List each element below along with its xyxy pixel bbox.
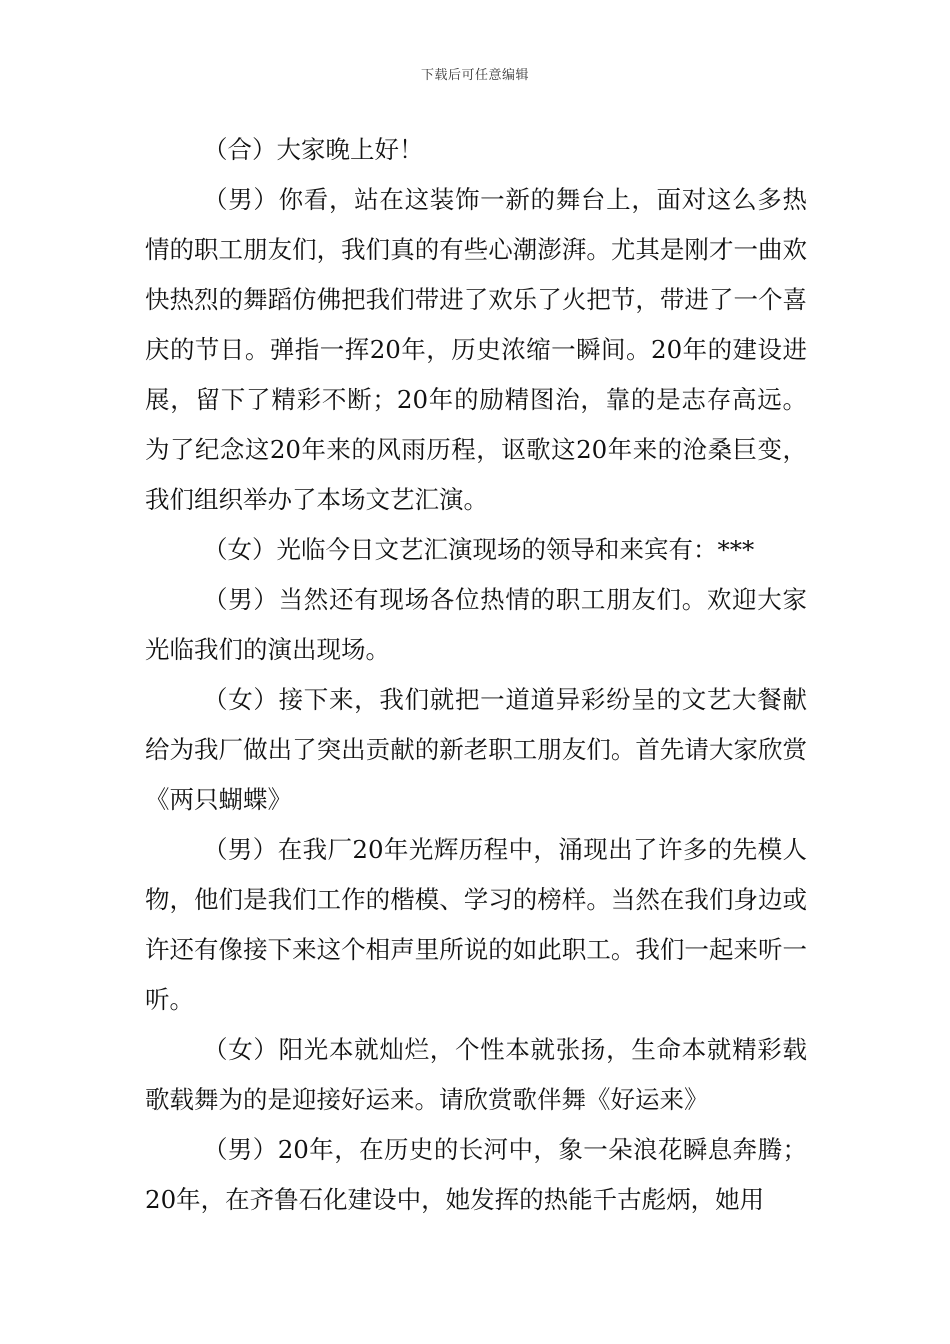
page-header: 下载后可任意编辑 (420, 68, 529, 83)
paragraph-male-twenty-years: （男）20年，在历史的长河中，象一朵浪花瞬息奔腾；20年，在齐鲁石化建设中，她发挥的热能千古彪炳，她用 (145, 1135, 807, 1214)
paragraph-male-welcome: （男）当然还有现场各位热情的职工朋友们。欢迎大家光临我们的演出现场。 (145, 585, 807, 664)
paragraph-female-goodluck: （女）阳光本就灿烂，个性本就张扬，生命本就精彩载歌载舞为的是迎接好运来。请欣赏歌伴舞《好运来》 (145, 1035, 807, 1114)
paragraph-male-intro: （男）你看，站在这装饰一新的舞台上，面对这么多热情的职工朋友们，我们真的有些心潮澎湃。尤其是刚才一曲欢快热烈的舞蹈仿佛把我们带进了欢乐了火把节，带进了一个喜庆的节日。弹指一挥20年，历史浓缩一瞬间。20年的建设进展，留下了精彩不断；20年的励精图治，靠的是志存高远。为了纪念这20年来的风雨历程，讴歌这20年来的沧桑巨变，我们组织举办了本场文艺汇演。 (145, 185, 807, 514)
paragraph-female-guests: （女）光临今日文艺汇演现场的领导和来宾有：*** (203, 535, 755, 564)
paragraph-female-butterflies: （女）接下来，我们就把一道道异彩纷呈的文艺大餐献给为我厂做出了突出贡献的新老职工朋友们。首先请大家欣赏《两只蝴蝶》 (145, 685, 807, 814)
paragraph-male-models: （男）在我厂20年光辉历程中，涌现出了许多的先模人物，他们是我们工作的楷模、学习的榜样。当然在我们身边或许还有像接下来这个相声里所说的如此职工。我们一起来听一听。 (145, 835, 807, 1014)
document-body (145, 125, 807, 1225)
paragraph-greeting: （合）大家晚上好！ (203, 135, 424, 164)
